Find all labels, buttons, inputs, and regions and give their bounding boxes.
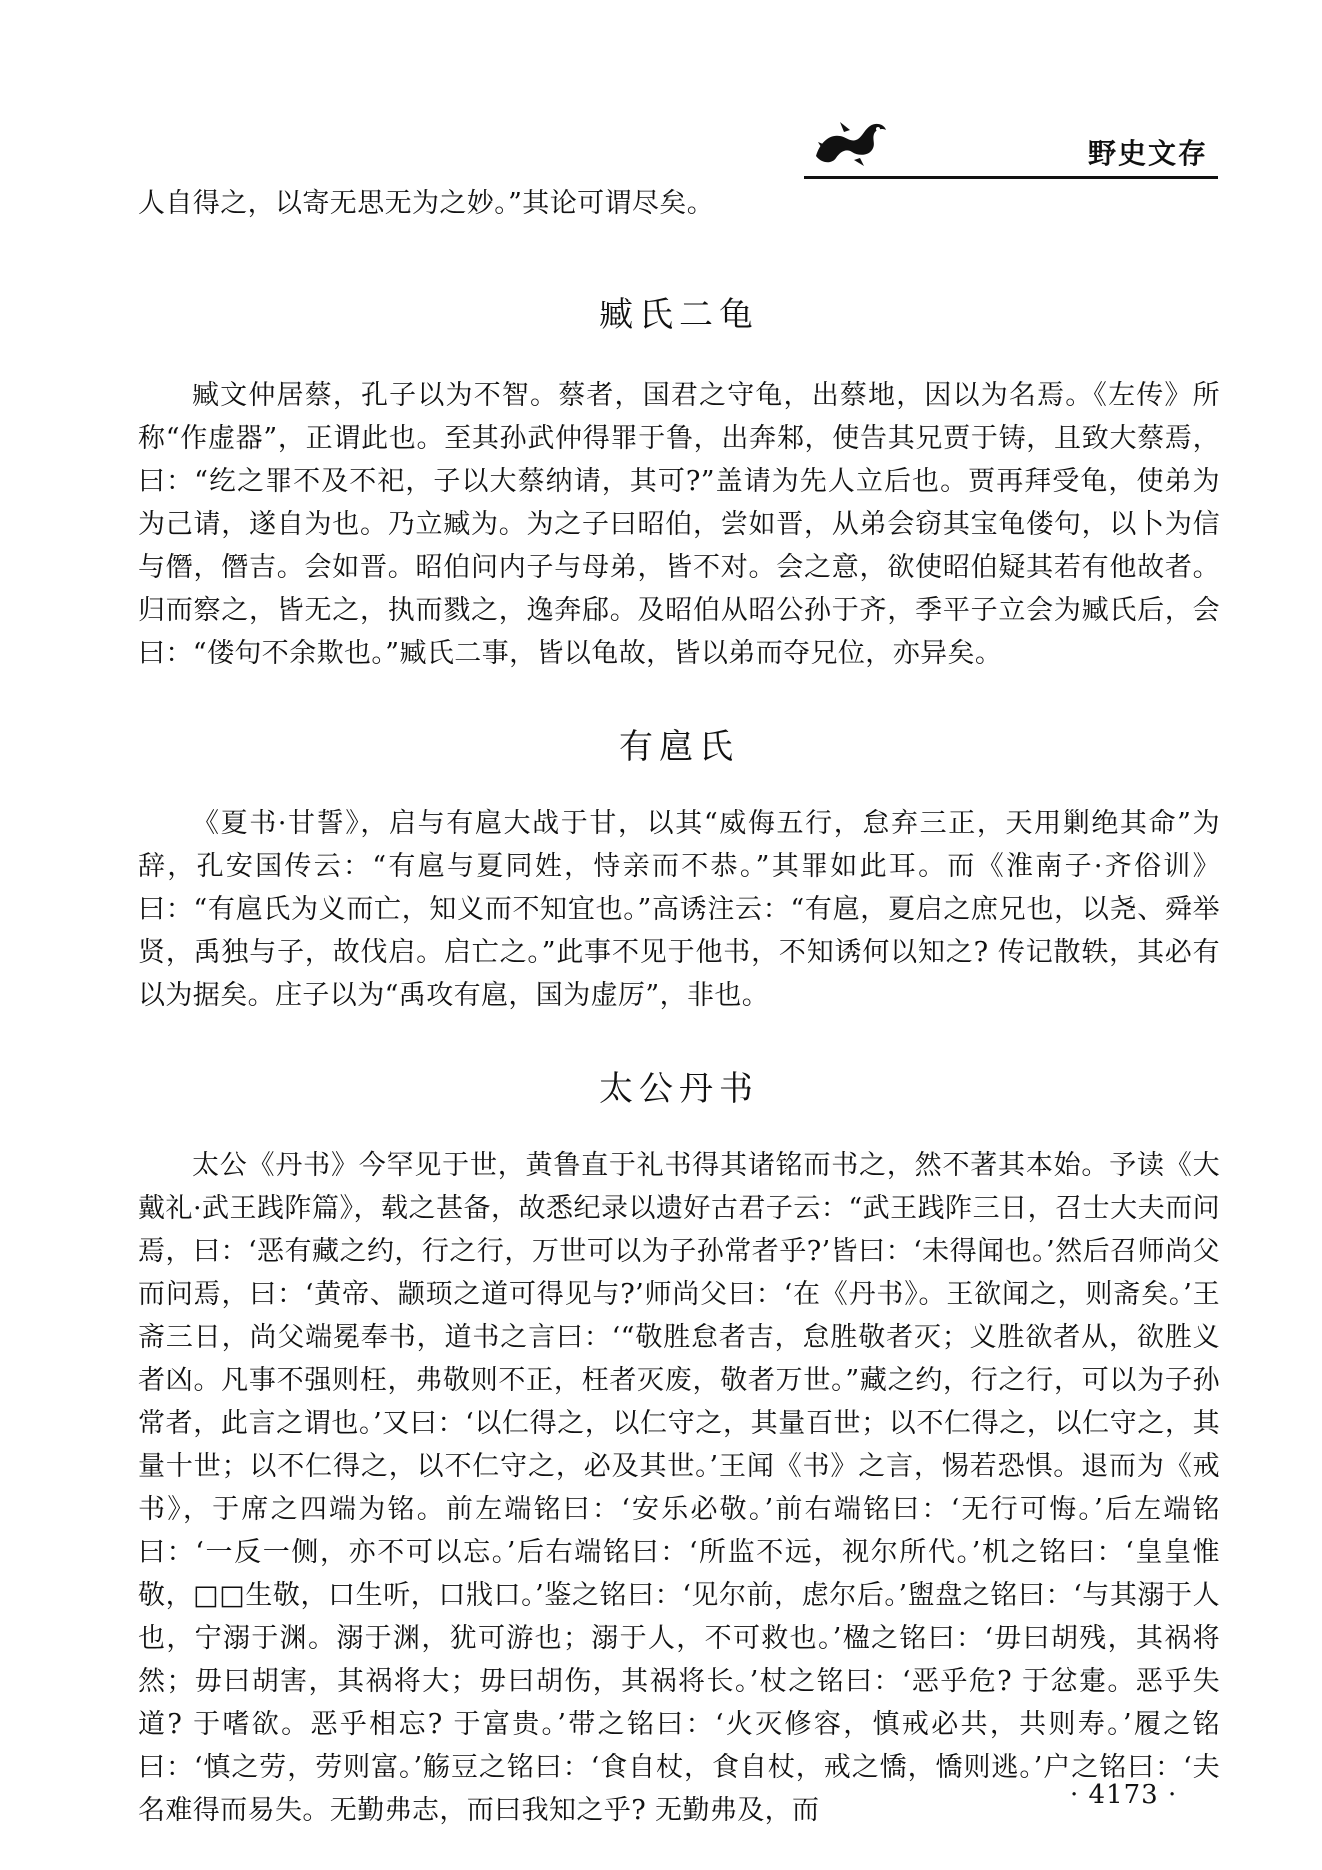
section-heading-zang-shi-er-gui: 臧氏二龟 [599, 295, 759, 335]
section-paragraph-zang-shi-er-gui: 臧文仲居蔡，孔子以为不智。蔡者，国君之守龟，出蔡地，因以为名焉。《左传》所称“作虚器”，正谓此也。至其孙武仲得罪于鲁，出奔邾，使告其兄贾于铸，且致大蔡焉，曰：“纥之罪不及不祀，子以大蔡纳请，其可?”盖请为先人立后也。贾再拜受龟，使弟为为己请，遂自为也。乃立臧为。为之子曰昭伯，尝如晋，从弟会窃其宝龟偻句，以卜为信与僭，僭吉。会如晋。昭伯问内子与母弟，皆不对。会之意，欲使昭伯疑其若有他故者。归而察之，皆无之，执而戮之，逸奔郈。及昭伯从昭公孙于齐，季平子立会为臧氏后，会曰：“偻句不余欺也。”臧氏二事，皆以龟故，皆以弟而夺兄位，亦异矣。 [138, 380, 1220, 669]
page-number: · 4173 · [1070, 1780, 1178, 1810]
continuation-paragraph: 人自得之，以寄无思无为之妙。”其论可谓尽矣。 [138, 188, 715, 219]
page-body [138, 182, 1220, 1832]
dragon-emblem-icon [810, 112, 890, 168]
header-rule [804, 176, 1218, 179]
section-paragraph-you-hu-shi: 《夏书·甘誓》，启与有扈大战于甘，以其“威侮五行，怠弃三正，天用剿绝其命”为辞，孔安国传云：“有扈与夏同姓，恃亲而不恭。”其罪如此耳。而《淮南子·齐俗训》曰：“有扈氏为义而亡，知义而不知宜也。”高诱注云：“有扈，夏启之庶兄也，以尧、舜举贤，禹独与子，故伐启。启亡之。”此事不见于他书，不知诱何以知之? 传记散轶，其必有以为据矣。庄子以为“禹攻有扈，国为虚厉”，非也。 [138, 808, 1220, 1011]
section-heading-you-hu-shi: 有扈氏 [619, 727, 739, 767]
header-section-title: 野史文存 [1087, 137, 1208, 170]
section-heading-tai-gong-dan-shu: 太公丹书 [599, 1069, 759, 1109]
running-header [800, 98, 1218, 180]
section-paragraph-tai-gong-dan-shu: 太公《丹书》今罕见于世，黄鲁直于礼书得其诸铭而书之，然不著其本始。予读《大戴礼·武王践阼篇》，载之甚备，故悉纪录以遗好古君子云：“武王践阼三日，召士大夫而问焉，曰：‘恶有藏之约，行之行，万世可以为子孙常者乎?’皆曰：‘未得闻也。’然后召师尚父而问焉，曰：‘黄帝、颛顼之道可得见与?’师尚父曰：‘在《丹书》。王欲闻之，则斋矣。’王斋三日，尚父端冕奉书，道书之言曰：‘“敬胜怠者吉，怠胜敬者灭；义胜欲者从，欲胜义者凶。凡事不强则枉，弗敬则不正，枉者灭废，敬者万世。”藏之约，行之行，可以为子孙常者，此言之谓也。’又曰：‘以仁得之，以仁守之，其量百世；以不仁得之，以仁守之，其量十世；以不仁得之，以不仁守之，必及其世。’王闻《书》之言，惕若恐惧。退而为《戒书》，于席之四端为铭。前左端铭曰：‘安乐必敬。’前右端铭曰：‘无行可悔。’后左端铭曰：‘一反一侧，亦不可以忘。’后右端铭曰：‘所监不远，视尔所代。’机之铭曰：‘皇皇惟敬，□□生敬，口生听，口戕口。’鉴之铭曰：‘见尔前，虑尔后。’盥盘之铭曰：‘与其溺于人也，宁溺于渊。溺于渊，犹可游也；溺于人，不可救也。’楹之铭曰：‘毋曰胡残，其祸将然；毋曰胡害，其祸将大；毋曰胡伤，其祸将长。’杖之铭曰：‘恶乎危? 于忿疐。恶乎失道? 于嗜欲。恶乎相忘? 于富贵。’带之铭曰：‘火灭修容，慎戒必共，共则寿。’履之铭曰：‘慎之劳，劳则富。’觞豆之铭曰：‘食自杖，食自杖，戒之憍，憍则逃。’户之铭曰：‘夫名难得而易失。无勤弗志，而曰我知之乎? 无勤弗及，而 [138, 1150, 1220, 1826]
